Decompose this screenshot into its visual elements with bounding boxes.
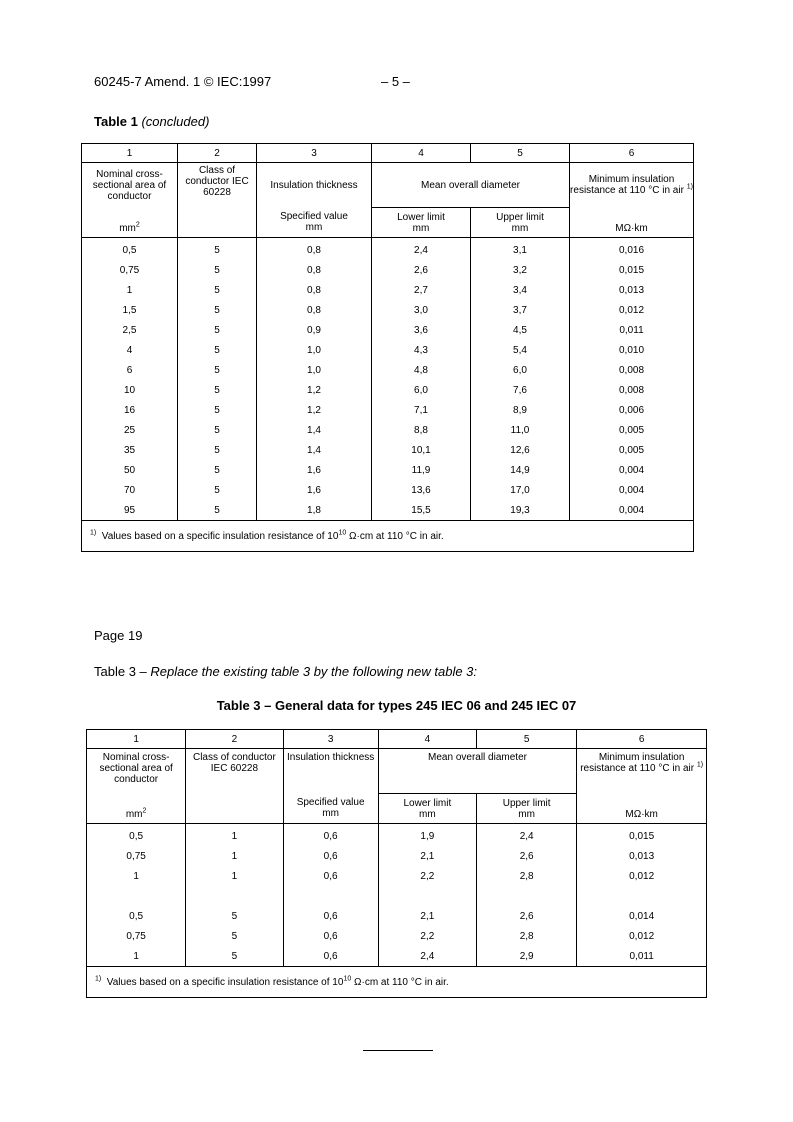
table-cell: 12,6 bbox=[471, 440, 570, 460]
table-cell: 13,6 bbox=[372, 480, 471, 500]
table1-footnote bbox=[82, 521, 694, 552]
document-id: 60245-7 Amend. 1 © IEC:1997 bbox=[94, 74, 272, 89]
table-cell: 50 bbox=[82, 460, 178, 480]
end-rule bbox=[363, 1050, 433, 1051]
table3-header-resistance bbox=[577, 749, 707, 794]
table-cell: 7,6 bbox=[471, 380, 570, 400]
table-cell: 5,4 bbox=[471, 340, 570, 360]
table-cell: 0,8 bbox=[257, 260, 372, 280]
table-cell: 1 bbox=[186, 824, 283, 847]
table3-sub-insulation-unit: mm bbox=[322, 808, 339, 820]
table-cell: 3,1 bbox=[471, 238, 570, 261]
table-cell: 5 bbox=[186, 926, 283, 946]
table-cell: 0,75 bbox=[82, 260, 178, 280]
table-cell: 2,6 bbox=[477, 906, 577, 926]
table-cell: 70 bbox=[82, 480, 178, 500]
table1-colnum-6: 6 bbox=[570, 144, 694, 163]
table-cell: 11,9 bbox=[372, 460, 471, 480]
table-cell: 5 bbox=[178, 280, 257, 300]
table-cell bbox=[283, 886, 378, 906]
table-cell: 1,5 bbox=[82, 300, 178, 320]
table3-body bbox=[87, 824, 707, 967]
table-cell: 0,013 bbox=[570, 280, 694, 300]
instruction-text bbox=[94, 664, 477, 679]
table-cell: 3,2 bbox=[471, 260, 570, 280]
table-cell: 16 bbox=[82, 400, 178, 420]
table-cell: 0,6 bbox=[283, 926, 378, 946]
table-row bbox=[87, 866, 707, 886]
table-cell: 0,012 bbox=[570, 300, 694, 320]
table3-colnum-5: 5 bbox=[477, 730, 577, 749]
table-cell: 2,8 bbox=[477, 866, 577, 886]
table-cell: 2,8 bbox=[477, 926, 577, 946]
table3-header-diameter: Mean overall diameter bbox=[378, 749, 577, 794]
table-cell: 0,012 bbox=[577, 866, 707, 886]
table1-sub-lower-unit: mm bbox=[412, 222, 430, 234]
table-row bbox=[82, 380, 694, 400]
table-cell: 5 bbox=[186, 906, 283, 926]
table-cell: 0,005 bbox=[570, 420, 694, 440]
table1-footnote-text: Values based on a specific insulation resistance of 10 bbox=[101, 530, 339, 542]
table3-footnote bbox=[87, 967, 707, 998]
table-cell: 0,6 bbox=[283, 866, 378, 886]
table-cell: 95 bbox=[82, 500, 178, 521]
table-cell: 2,5 bbox=[82, 320, 178, 340]
table-cell: 2,7 bbox=[372, 280, 471, 300]
table-cell: 5 bbox=[186, 946, 283, 967]
table-cell: 0,011 bbox=[577, 946, 707, 967]
table-cell: 1,2 bbox=[257, 380, 372, 400]
table-cell: 0,5 bbox=[87, 824, 186, 847]
table3-unit-area bbox=[87, 794, 186, 824]
table1-header-area: Nominal cross-sectional area of conductor bbox=[82, 163, 178, 208]
table3 bbox=[86, 729, 707, 998]
table-cell: 5 bbox=[178, 320, 257, 340]
table-cell: 0,013 bbox=[577, 846, 707, 866]
table3-footnote-text-end: Ω·cm at 110 °C in air. bbox=[351, 976, 449, 988]
table-cell: 1,6 bbox=[257, 460, 372, 480]
table-cell: 2,4 bbox=[372, 238, 471, 261]
table-cell: 1,9 bbox=[378, 824, 476, 847]
table-cell: 8,8 bbox=[372, 420, 471, 440]
table3-header-class: Class of conductor IEC 60228 bbox=[186, 749, 283, 794]
table3-sub-insulation-label: Specified value bbox=[296, 797, 365, 809]
table1-footnote-row bbox=[82, 521, 694, 552]
table1-unit-class bbox=[178, 208, 257, 238]
table-cell: 10,1 bbox=[372, 440, 471, 460]
table-row bbox=[82, 340, 694, 360]
table-cell: 2,6 bbox=[372, 260, 471, 280]
table-cell: 0,6 bbox=[283, 824, 378, 847]
table-cell: 0,014 bbox=[577, 906, 707, 926]
table-cell: 2,9 bbox=[477, 946, 577, 967]
table-cell: 5 bbox=[178, 360, 257, 380]
table-cell bbox=[577, 886, 707, 906]
table-cell: 1 bbox=[186, 846, 283, 866]
table3-sub-lower bbox=[378, 794, 476, 824]
table-cell: 5 bbox=[178, 340, 257, 360]
table-cell: 3,4 bbox=[471, 280, 570, 300]
table-cell: 4,5 bbox=[471, 320, 570, 340]
table-cell: 6 bbox=[82, 360, 178, 380]
table3-unit-area-text: mm bbox=[125, 809, 143, 820]
table-cell: 0,8 bbox=[257, 300, 372, 320]
table-cell: 2,1 bbox=[378, 906, 476, 926]
table-cell: 5 bbox=[178, 460, 257, 480]
table-cell: 1 bbox=[87, 866, 186, 886]
table-row bbox=[82, 320, 694, 340]
table1-body bbox=[82, 238, 694, 521]
table-cell: 6,0 bbox=[372, 380, 471, 400]
table-cell: 1,8 bbox=[257, 500, 372, 521]
table1-colnum-3: 3 bbox=[257, 144, 372, 163]
table-cell: 5 bbox=[178, 480, 257, 500]
table-cell: 1,0 bbox=[257, 340, 372, 360]
table3-colnum-4: 4 bbox=[378, 730, 476, 749]
table-cell: 0,004 bbox=[570, 460, 694, 480]
table-cell bbox=[186, 886, 283, 906]
table3-header-resistance-text: Minimum insulation resistance at 110 °C in air bbox=[580, 752, 695, 774]
table-cell: 1 bbox=[87, 946, 186, 967]
table1-colnum-4: 4 bbox=[372, 144, 471, 163]
table3-footnote-row bbox=[87, 967, 707, 998]
table1-footnote-text-end: Ω·cm at 110 °C in air. bbox=[346, 530, 444, 542]
table-row bbox=[87, 926, 707, 946]
table-cell: 14,9 bbox=[471, 460, 570, 480]
table-cell: 0,010 bbox=[570, 340, 694, 360]
table-cell: 0,6 bbox=[283, 946, 378, 967]
table-cell: 5 bbox=[178, 420, 257, 440]
table-cell: 5 bbox=[178, 500, 257, 521]
table-cell: 0,8 bbox=[257, 238, 372, 261]
table-cell: 0,008 bbox=[570, 380, 694, 400]
instruction-italic: Replace the existing table 3 by the following new table 3: bbox=[150, 664, 478, 679]
table-cell: 0,016 bbox=[570, 238, 694, 261]
table-cell: 5 bbox=[178, 238, 257, 261]
table-cell: 0,5 bbox=[87, 906, 186, 926]
table1-header-resistance-sup: 1) bbox=[686, 183, 693, 191]
table-row bbox=[82, 280, 694, 300]
table-cell: 15,5 bbox=[372, 500, 471, 521]
table-cell: 2,6 bbox=[477, 846, 577, 866]
table-cell: 0,6 bbox=[283, 906, 378, 926]
table1-header-diameter: Mean overall diameter bbox=[372, 163, 570, 208]
table-cell: 0,75 bbox=[87, 926, 186, 946]
table-row bbox=[87, 906, 707, 926]
table-cell: 0,006 bbox=[570, 400, 694, 420]
table3-column-numbers bbox=[87, 730, 707, 749]
table-cell: 1,4 bbox=[257, 440, 372, 460]
table-cell: 10 bbox=[82, 380, 178, 400]
table-cell: 2,4 bbox=[477, 824, 577, 847]
table-cell: 1 bbox=[186, 866, 283, 886]
table3-footnote-mark: 1) bbox=[95, 975, 102, 983]
table-cell: 3,7 bbox=[471, 300, 570, 320]
table-row bbox=[87, 886, 707, 906]
table-cell: 1,6 bbox=[257, 480, 372, 500]
table3-unit-area-sup: 2 bbox=[142, 807, 147, 815]
table3-header-area: Nominal cross-sectional area of conductor bbox=[87, 749, 186, 794]
table1-sub-insulation bbox=[257, 208, 372, 238]
table-row bbox=[82, 420, 694, 440]
table-cell: 2,1 bbox=[378, 846, 476, 866]
table-cell: 5 bbox=[178, 440, 257, 460]
table3-colnum-2: 2 bbox=[186, 730, 283, 749]
table-cell: 6,0 bbox=[471, 360, 570, 380]
table3-title: Table 3 – General data for types 245 IEC 06 and 245 IEC 07 bbox=[216, 698, 577, 713]
table1-caption-note: (concluded) bbox=[141, 114, 210, 129]
table3-header-resistance-sup: 1) bbox=[696, 761, 704, 769]
table-cell: 11,0 bbox=[471, 420, 570, 440]
table-cell: 0,8 bbox=[257, 280, 372, 300]
table-cell: 35 bbox=[82, 440, 178, 460]
table3-sub-upper-label: Upper limit bbox=[502, 797, 551, 809]
table-cell: 5 bbox=[178, 260, 257, 280]
table1-colnum-5: 5 bbox=[471, 144, 570, 163]
table-cell: 1,2 bbox=[257, 400, 372, 420]
page-number: – 5 – bbox=[381, 74, 410, 89]
table1-colnum-2: 2 bbox=[178, 144, 257, 163]
table3-header-insulation: Insulation thickness bbox=[283, 749, 378, 794]
table-cell: 4,8 bbox=[372, 360, 471, 380]
instruction-prefix: Table 3 – bbox=[94, 664, 151, 679]
table3-sub-lower-unit: mm bbox=[419, 808, 436, 820]
table1-sub-upper bbox=[471, 208, 570, 238]
table3-unit-resistance: MΩ·km bbox=[577, 794, 707, 824]
table-cell: 0,004 bbox=[570, 480, 694, 500]
table-cell: 0,005 bbox=[570, 440, 694, 460]
table-cell bbox=[87, 886, 186, 906]
table-row bbox=[82, 500, 694, 521]
table1-sub-lower bbox=[372, 208, 471, 238]
table-cell bbox=[378, 886, 476, 906]
table-cell: 0,75 bbox=[87, 846, 186, 866]
table-row bbox=[82, 300, 694, 320]
table3-footnote-text: Values based on a specific insulation resistance of 10 bbox=[106, 976, 344, 988]
table-row bbox=[82, 440, 694, 460]
table-cell: 4,3 bbox=[372, 340, 471, 360]
table-row bbox=[82, 400, 694, 420]
table-cell: 8,9 bbox=[471, 400, 570, 420]
table1-sub-insulation-unit: mm bbox=[305, 222, 323, 234]
table3-colnum-6: 6 bbox=[577, 730, 707, 749]
table-cell: 0,015 bbox=[577, 824, 707, 847]
table-cell: 3,6 bbox=[372, 320, 471, 340]
table1-footnote-mark: 1) bbox=[90, 529, 97, 537]
table-cell: 2,4 bbox=[378, 946, 476, 967]
table-cell: 5 bbox=[178, 400, 257, 420]
table1-unit-resistance: MΩ·km bbox=[570, 208, 694, 238]
table1-sub-lower-label: Lower limit bbox=[397, 211, 445, 223]
table-cell: 19,3 bbox=[471, 500, 570, 521]
table-cell: 0,9 bbox=[257, 320, 372, 340]
table-cell: 0,011 bbox=[570, 320, 694, 340]
table-cell: 4 bbox=[82, 340, 178, 360]
table-cell: 25 bbox=[82, 420, 178, 440]
table3-sub-lower-label: Lower limit bbox=[403, 797, 452, 809]
table1-unit-area-sup: 2 bbox=[135, 221, 140, 229]
table1-unit-area bbox=[82, 208, 178, 238]
table1-header-resistance-text: Minimum insulation resistance at 110 °C in air bbox=[570, 174, 684, 197]
table1-sub-upper-label: Upper limit bbox=[496, 211, 544, 223]
table1-header-resistance bbox=[570, 163, 694, 208]
table-row bbox=[87, 824, 707, 847]
table-cell: 0,004 bbox=[570, 500, 694, 521]
table-cell: 0,015 bbox=[570, 260, 694, 280]
table-row bbox=[87, 946, 707, 967]
table-row bbox=[87, 846, 707, 866]
page-label: Page 19 bbox=[94, 628, 143, 643]
table-cell: 5 bbox=[178, 300, 257, 320]
table-row bbox=[82, 360, 694, 380]
table-cell: 1 bbox=[82, 280, 178, 300]
table1-colnum-1: 1 bbox=[82, 144, 178, 163]
table1-unit-area-text: mm bbox=[119, 223, 136, 234]
table-cell: 1,0 bbox=[257, 360, 372, 380]
table1-column-numbers bbox=[82, 144, 694, 163]
table1-footnote-exp: 10 bbox=[338, 529, 347, 537]
table1-header-insulation: Insulation thickness bbox=[257, 163, 372, 208]
table-row bbox=[82, 260, 694, 280]
table-row bbox=[82, 238, 694, 261]
table3-colnum-3: 3 bbox=[283, 730, 378, 749]
table1-caption-label: Table 1 bbox=[94, 114, 138, 129]
table1-header-class: Class of conductor IEC 60228 bbox=[178, 163, 257, 208]
table-cell: 3,0 bbox=[372, 300, 471, 320]
table1 bbox=[81, 143, 694, 552]
table-cell bbox=[477, 886, 577, 906]
table-cell: 0,6 bbox=[283, 846, 378, 866]
table-cell: 17,0 bbox=[471, 480, 570, 500]
table3-unit-class bbox=[186, 794, 283, 824]
table1-sub-insulation-label: Specified value bbox=[280, 211, 348, 223]
table-cell: 0,012 bbox=[577, 926, 707, 946]
table-cell: 2,2 bbox=[378, 866, 476, 886]
table-cell: 0,008 bbox=[570, 360, 694, 380]
table3-colnum-1: 1 bbox=[87, 730, 186, 749]
table1-sub-upper-unit: mm bbox=[511, 222, 529, 234]
table-cell: 7,1 bbox=[372, 400, 471, 420]
table-row bbox=[82, 460, 694, 480]
table3-sub-upper-unit: mm bbox=[518, 808, 535, 820]
table-cell: 5 bbox=[178, 380, 257, 400]
table-cell: 0,5 bbox=[82, 238, 178, 261]
table-cell: 2,2 bbox=[378, 926, 476, 946]
table3-sub-upper bbox=[477, 794, 577, 824]
table1-caption bbox=[94, 114, 209, 129]
table3-sub-insulation bbox=[283, 794, 378, 824]
table-row bbox=[82, 480, 694, 500]
table-cell: 1,4 bbox=[257, 420, 372, 440]
table3-footnote-exp: 10 bbox=[343, 975, 352, 983]
